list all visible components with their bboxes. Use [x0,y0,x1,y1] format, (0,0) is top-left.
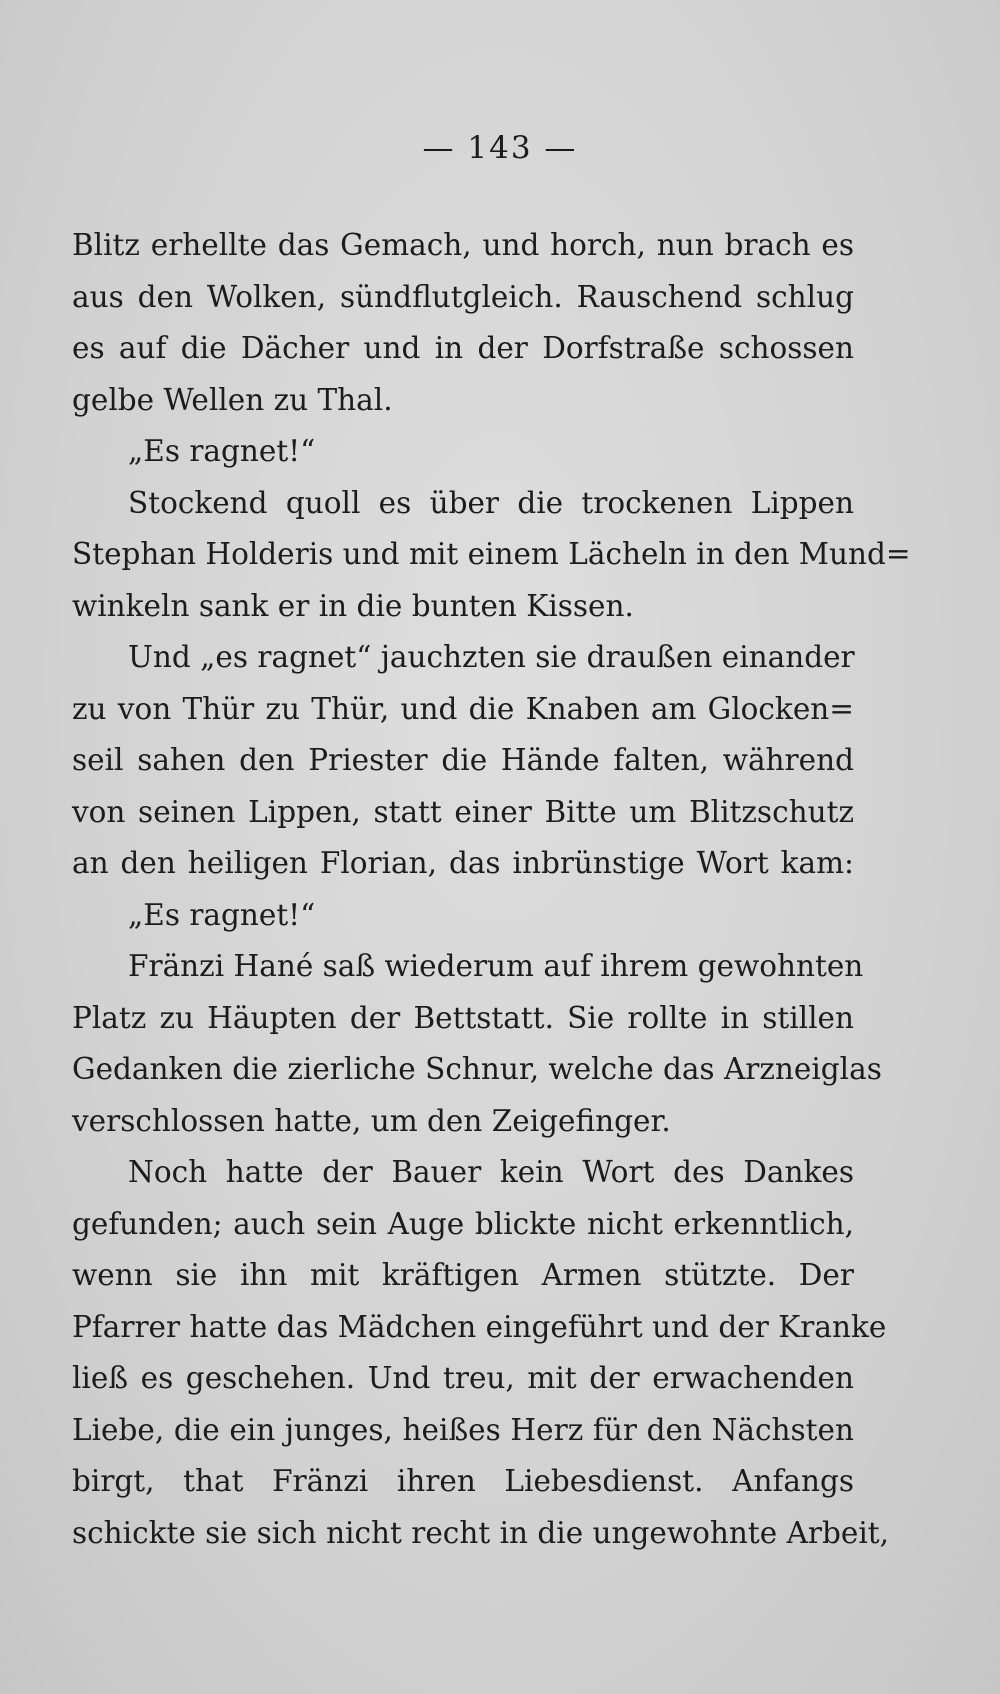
text-line: Und „es ragnet“ jauchzten sie draußen einander [128,640,855,674]
text-line: Fränzi Hané saß wiederum auf ihrem gewohnten [128,949,864,983]
text-line: Blitz erhellte das Gemach, und horch, nun brach es [72,228,854,262]
text-line: an den heiligen Florian, das inbrünstige Wort kam: [72,846,854,880]
text-line: gelbe Wellen zu Thal. [72,382,393,417]
text-line: Stockend quoll es über die trockenen Lippen [128,485,854,520]
text-line: ließ es geschehen. Und treu, mit der erwachenden [72,1361,854,1395]
text-line: „Es ragnet!“ [128,434,316,468]
text-line: Platz zu Häupten der Bettstatt. Sie rollte in stillen [72,1000,854,1035]
text-line: Gedanken die zierliche Schnur, welche das Arzneiglas [72,1052,882,1086]
text-line: Pfarrer hatte das Mädchen eingeführt und der Kranke [72,1309,887,1344]
text-line: Noch hatte der Bauer kein Wort des Dankes [128,1155,854,1189]
text-line: es auf die Dächer und in der Dorfstraße schossen [72,331,854,365]
text-line: „Es ragnet!“ [128,897,316,932]
page-number: — 143 — [422,130,578,166]
text-line: schickte sie sich nicht recht in die ungewohnte Arbeit, [72,1515,889,1550]
text-line: aus den Wolken, sündflutgleich. Rauschend schlug [72,279,854,314]
text-line: seil sahen den Priester die Hände falten, während [72,743,854,777]
text-line: winkeln sank er in die bunten Kissen. [72,588,634,623]
text-line: verschlossen hatte, um den Zeigefinger. [72,1103,671,1138]
text-line: gefunden; auch sein Auge blickte nicht erkenntlich, [72,1206,854,1241]
text-line: zu von Thür zu Thür, und die Knaben am Glocken= [72,691,854,726]
body-text [72,220,911,1559]
text-line: Liebe, die ein junges, heißes Herz für den Nächsten [72,1412,854,1447]
text-line: Stephan Holderis und mit einem Lächeln in den Mund= [72,537,911,571]
text-line: birgt, that Fränzi ihren Liebesdienst. Anfangs [72,1464,854,1498]
text-line: wenn sie ihn mit kräftigen Armen stützte. Der [72,1258,854,1292]
text-line: von seinen Lippen, statt einer Bitte um Blitzschutz [72,794,854,829]
